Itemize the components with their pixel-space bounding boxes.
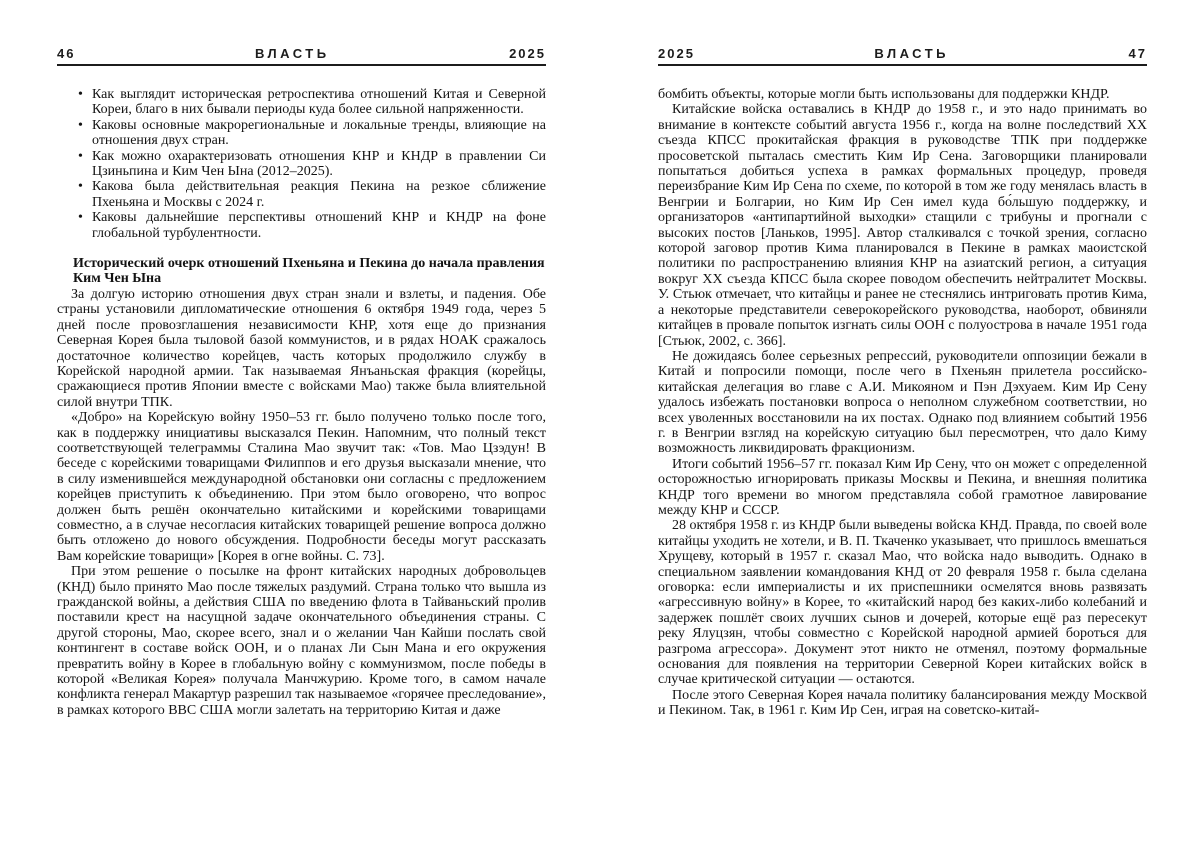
list-item [57, 149, 546, 180]
journal-title-left: ВЛАСТЬ [254, 46, 330, 61]
bullet-icon: • [78, 117, 83, 133]
journal-year-left: 2025 [509, 46, 546, 61]
bullet-icon: • [78, 210, 83, 226]
list-item [57, 118, 546, 149]
list-item-text: Как можно охарактеризовать отношения КНР и КНДР в правлении Си Цзиньпина и Ким Чен Ына (2012–2025). [92, 148, 546, 180]
page-left [57, 46, 546, 718]
list-item-text: Какова была действительная реакция Пекина на резкое сближение Пхеньяна и Москвы с 2024 г. [92, 179, 546, 210]
bullet-icon: • [78, 148, 83, 164]
bullet-icon: • [78, 87, 83, 102]
journal-year-right: 2025 [658, 46, 695, 61]
list-item [57, 87, 546, 118]
page-header-right [658, 46, 1147, 66]
bullet-icon: • [78, 179, 83, 195]
list-item-text: Каковы основные макрорегиональные и локальные тренды, влияющие на отношения двух стран. [92, 117, 546, 149]
paragraph: «Добро» на Корейскую войну 1950–53 гг. было получено только после того, как в поддержку инициативы высказался Пекин. Напомним, что полный текст соответствующей телеграммы Сталина Мао звучит так: «Тов. Мао Цзэдун! В беседе с корейскими товарищами Филиппов и его друзья высказали мнение, что в силу изменившейся международной обстановки они согласны с предложением корейцев приступить к объединению. При этом было оговорено, что вопрос должен быть решён окончательно китайскими и корейскими товарищами совместно, а в случае несогласия китайских товарищей решение вопроса должно быть отложено до нового обсуждения. Подробности беседы могут рассказать Вам корейские товарищи» [Корея в огне войны. С. 73]. [57, 410, 546, 564]
list-item [57, 210, 546, 241]
section-heading: Исторический очерк отношений Пхеньяна и Пекина до начала правления Ким Чен Ына [73, 256, 545, 287]
list-item-text: Как выглядит историческая ретроспектива отношений Китая и Северной Кореи, благо в них бывали периоды куда более сильной напряженности. [92, 87, 546, 118]
paragraph: При этом решение о посылке на фронт китайских народных добровольцев (КНД) было принято Мао после тяжелых раздумий. Страна только что вышла из гражданской войны, а действия США по введению флота в Тайваньский пролив поставили крест на насущной задаче окончательного объединения страны. С другой стороны, Мао, скорее всего, знал и о желании Чан Кайши послать свой контингент в составе войск ООН, и о планах Ли Сын Мана и его окружения превратить войну в Корее в глобальную войну с коммунизмом, после победы в которой «Великая Корея» получала Манчжурию. Кроме того, в самом начале конфликта генерал Макартур разрешил так называемое «горячее преследование», в рамках которого ВВС США могли залетать на территорию Китая и даже [57, 564, 546, 718]
paragraph: За долгую историю отношения двух стран знали и взлеты, и падения. Обе страны установили дипломатические отношения 6 октября 1949 года, через 5 дней после провозглашения независимости КНР, хотя еще до признания Северная Корея была тыловой базой коммунистов, и в рядах НОАК сражалось достаточное количество корейцев, часть которых продолжило службу в Корейской народной армии. Так называемая Янъаньская фракция (корейцы, сражающиеся против Японии вместе с войсками Мао) также была влиятельной силой внутри ТПК. [57, 286, 546, 410]
page-body-right [658, 87, 1147, 719]
paragraph: После этого Северная Корея начала политику балансирования между Москвой и Пекином. Так, в 1961 г. Ким Ир Сен, играя на советско-китай- [658, 687, 1147, 719]
list-item [57, 179, 546, 210]
list-item-text: Каковы дальнейшие перспективы отношений КНР и КНДР на фоне глобальной турбулентности. [92, 210, 546, 241]
page-number-right: 47 [1128, 46, 1147, 61]
page-right [658, 46, 1147, 719]
paragraph: Не дожидаясь более серьезных репрессий, руководители оппозиции бежали в Китай и попросили помощи, после чего в Пхеньян прилетела российско-китайская делегация во главе с А.И. Микояном и Пэн Дэхуаем. Ким Ир Сену удалось избежать постановки вопроса о неполном служебном соответствии, но всех уволенных восстановили на их постах. Однако под влиянием событий 1956 г. в Венгрии взгляд на корейскую ситуацию был пересмотрен, что дало Киму возможность ликвидировать фракционизм. [658, 348, 1147, 457]
page-header-left [57, 46, 546, 66]
paragraph: Итоги событий 1956–57 гг. показал Ким Ир Сену, что он может с определенной осторожностью игнорировать приказы Москвы и Пекина, и внешняя политика КНДР того времени во многом представляла собой грамотное лавирование между КНР и СССР. [658, 456, 1147, 518]
paragraph: Китайские войска оставались в КНДР до 1958 г., и это надо принимать во внимание в контексте событий августа 1956 г., когда на волне последствий XX съезда КПСС прокитайская фракция в руководстве ТПК при поддержке просоветской пыталась сместить Ким Ир Сена. Заговорщики планировали попытаться добиться успеха в рамках формальных процедур, проведя переизбрание Ким Ир Сена по схеме, по которой в том же году менялась власть в Венгрии и Болгарии, но Ким Ир Сен имел куда бо́льшую поддержку, и организаторов «антипартийной выходки» стащили с трибуны и прогнали с высоких постов [Ланьков, 1995]. Автор сталкивался с точкой зрения, согласно которой заговор против Кима планировался в Пекине в рамках маоистской политики по распространению влияния КНР на азиатский регион, а ситуация вокруг XX съезда КПСС была скорее поводом обеспечить нейтралитет Москвы. У. Стьюк отмечает, что китайцы и ранее не стеснялись интриговать против Кима, а некоторые представители северокорейского руководства, наоборот, обвиняли китайцев в провале попыток изгнать силы ООН с полуострова в начале 1951 года [Стьюк, 2002, с. 366]. [658, 102, 1147, 349]
page-body-left [57, 87, 546, 718]
journal-title-right: ВЛАСТЬ [874, 46, 950, 61]
page-number-left: 46 [57, 46, 76, 61]
paragraph-continuation: бомбить объекты, которые могли быть использованы для поддержки КНДР. [658, 87, 1110, 102]
research-questions-list [57, 87, 546, 241]
paragraph: 28 октября 1958 г. из КНДР были выведены войска КНД. Правда, по своей воле китайцы уходить не хотели, и В. П. Ткаченко указывает, что пришлось вмешаться Хрущеву, который в 1957 г. сказал Мао, что войска надо выводить. Однако в специальном заявлении командования КНД от 20 февраля 1958 г. была сделана оговорка: если империалисты и их приспешники осмелятся вновь развязать «агрессивную войну» в Корее, то «китайский народ без каких-либо колебаний и задержек пошлёт своих лучших сынов и дочерей, которые ещё раз пересекут реку Ялуцзян, чтобы совместно с Корейской народной армией бороться для разгрома агрессора». Документ этот никто не отменял, поэтому формальные основания для появления на территории Северной Кореи китайских войск в случае критической ситуации — остаются. [658, 518, 1147, 688]
